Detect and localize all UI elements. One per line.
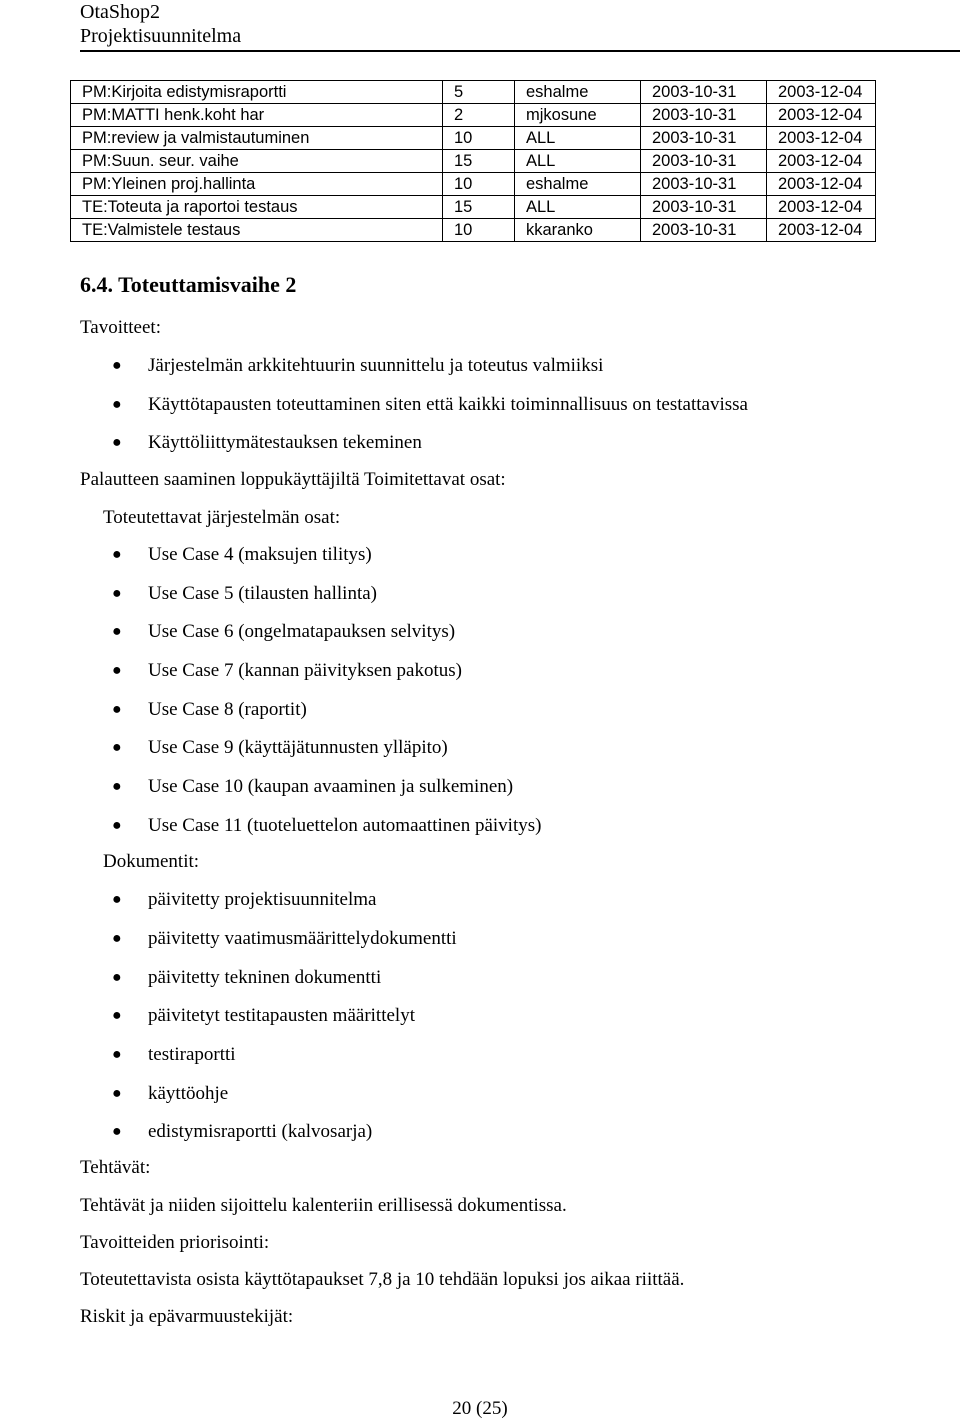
table-cell: 2003-10-31 bbox=[641, 150, 767, 173]
table-cell: 2003-12-04 bbox=[767, 104, 876, 127]
part-item: ● Use Case 5 (tilausten hallinta) bbox=[112, 583, 377, 604]
bullet-icon: ● bbox=[112, 1007, 122, 1024]
bullet-icon: ● bbox=[112, 701, 122, 718]
doc-item: ● edistymisraportti (kalvosarja) bbox=[112, 1121, 373, 1142]
bullet-icon: ● bbox=[112, 357, 122, 374]
parts-label: Toteutettavat järjestelmän osat: bbox=[103, 507, 341, 528]
table-row bbox=[71, 127, 876, 150]
part-item: ● Use Case 11 (tuoteluettelon automaattinen päivitys) bbox=[112, 815, 542, 836]
part-item: ● Use Case 10 (kaupan avaaminen ja sulkeminen) bbox=[112, 776, 514, 797]
goal-item: ● Käyttötapausten toteuttaminen siten että kaikki toiminnallisuus on testattavissa bbox=[112, 394, 748, 415]
table-cell: 2003-10-31 bbox=[641, 173, 767, 196]
table-cell: 5 bbox=[443, 81, 515, 104]
table-cell: 10 bbox=[443, 173, 515, 196]
risks-label: Riskit ja epävarmuustekijät: bbox=[80, 1306, 294, 1327]
bullet-icon: ● bbox=[112, 1085, 122, 1102]
bullet-icon: ● bbox=[112, 1123, 122, 1140]
table-row bbox=[71, 173, 876, 196]
table-cell: 2003-12-04 bbox=[767, 127, 876, 150]
task-table bbox=[70, 80, 876, 242]
table-cell: 2003-10-31 bbox=[641, 219, 767, 242]
table-cell: ALL bbox=[515, 196, 641, 219]
docs-label: Dokumentit: bbox=[103, 851, 200, 872]
tasks-text: Tehtävät ja niiden sijoittelu kalenteriin erillisessä dokumentissa. bbox=[80, 1195, 567, 1216]
bullet-icon: ● bbox=[112, 778, 122, 795]
table-cell: eshalme bbox=[515, 81, 641, 104]
goal-item: ● Käyttöliittymätestauksen tekeminen bbox=[112, 432, 422, 453]
table-cell: TE:Valmistele testaus bbox=[71, 219, 443, 242]
table-cell: ALL bbox=[515, 127, 641, 150]
table-cell: PM:review ja valmistautuminen bbox=[71, 127, 443, 150]
bullet-icon: ● bbox=[112, 930, 122, 947]
bullet-icon: ● bbox=[112, 662, 122, 679]
table-cell: 2003-12-04 bbox=[767, 196, 876, 219]
bullet-icon: ● bbox=[112, 1046, 122, 1063]
part-item: ● Use Case 6 (ongelmatapauksen selvitys) bbox=[112, 621, 456, 642]
table-cell: kkaranko bbox=[515, 219, 641, 242]
bullet-icon: ● bbox=[112, 585, 122, 602]
part-item: ● Use Case 9 (käyttäjätunnusten ylläpito) bbox=[112, 737, 448, 758]
bullet-icon: ● bbox=[112, 546, 122, 563]
table-row bbox=[71, 196, 876, 219]
bullet-icon: ● bbox=[112, 434, 122, 451]
table-cell: ALL bbox=[515, 150, 641, 173]
bullet-icon: ● bbox=[112, 739, 122, 756]
priority-text: Toteutettavista osista käyttötapaukset 7,8 ja 10 tehdään lopuksi jos aikaa riittää. bbox=[80, 1269, 685, 1290]
table-cell: 10 bbox=[443, 127, 515, 150]
table-cell: 2003-10-31 bbox=[641, 196, 767, 219]
table-cell: mjkosune bbox=[515, 104, 641, 127]
goal-item: ● Järjestelmän arkkitehtuurin suunnittelu ja toteutus valmiiksi bbox=[112, 355, 604, 376]
bullet-icon: ● bbox=[112, 817, 122, 834]
header-doc-title: Projektisuunnitelma bbox=[80, 25, 242, 47]
header-divider bbox=[80, 50, 960, 52]
table-cell: PM:MATTI henk.koht har bbox=[71, 104, 443, 127]
section-title: 6.4. Toteuttamisvaihe 2 bbox=[80, 272, 297, 297]
table-cell: PM:Kirjoita edistymisraportti bbox=[71, 81, 443, 104]
part-item: ● Use Case 7 (kannan päivityksen pakotus) bbox=[112, 660, 462, 681]
part-item: ● Use Case 4 (maksujen tilitys) bbox=[112, 544, 372, 565]
table-cell: 2003-10-31 bbox=[641, 104, 767, 127]
doc-item: ● päivitetty projektisuunnitelma bbox=[112, 889, 377, 910]
table-cell: PM:Suun. seur. vaihe bbox=[71, 150, 443, 173]
table-cell: 2003-10-31 bbox=[641, 127, 767, 150]
header-app-name: OtaShop2 bbox=[80, 1, 160, 23]
table-row bbox=[71, 150, 876, 173]
doc-item: ● käyttöohje bbox=[112, 1083, 229, 1104]
table-cell: 15 bbox=[443, 196, 515, 219]
doc-item: ● testiraportti bbox=[112, 1044, 236, 1065]
table-cell: 10 bbox=[443, 219, 515, 242]
table-cell: 2003-12-04 bbox=[767, 173, 876, 196]
table-cell: 2003-12-04 bbox=[767, 150, 876, 173]
table-cell: PM:Yleinen proj.hallinta bbox=[71, 173, 443, 196]
priority-label: Tavoitteiden priorisointi: bbox=[80, 1232, 270, 1253]
table-cell: eshalme bbox=[515, 173, 641, 196]
document-header bbox=[80, 0, 241, 48]
table-row bbox=[71, 219, 876, 242]
bullet-icon: ● bbox=[112, 623, 122, 640]
feedback-text: Palautteen saaminen loppukäyttäjiltä Toimitettavat osat: bbox=[80, 469, 506, 490]
page-number: 20 (25) bbox=[452, 1398, 508, 1419]
bullet-icon: ● bbox=[112, 396, 122, 413]
table-row bbox=[71, 81, 876, 104]
table-cell: 2003-12-04 bbox=[767, 81, 876, 104]
doc-item: ● päivitetty tekninen dokumentti bbox=[112, 967, 382, 988]
doc-item: ● päivitetyt testitapausten määrittelyt bbox=[112, 1005, 415, 1026]
table-cell: 2 bbox=[443, 104, 515, 127]
table-cell: 2003-12-04 bbox=[767, 219, 876, 242]
table-row bbox=[71, 104, 876, 127]
part-item: ● Use Case 8 (raportit) bbox=[112, 699, 307, 720]
tasks-label: Tehtävät: bbox=[80, 1157, 151, 1178]
table-cell: 15 bbox=[443, 150, 515, 173]
goals-label: Tavoitteet: bbox=[80, 317, 161, 338]
table-cell: TE:Toteuta ja raportoi testaus bbox=[71, 196, 443, 219]
bullet-icon: ● bbox=[112, 891, 122, 908]
doc-item: ● päivitetty vaatimusmäärittelydokumentti bbox=[112, 928, 457, 949]
table-cell: 2003-10-31 bbox=[641, 81, 767, 104]
bullet-icon: ● bbox=[112, 969, 122, 986]
